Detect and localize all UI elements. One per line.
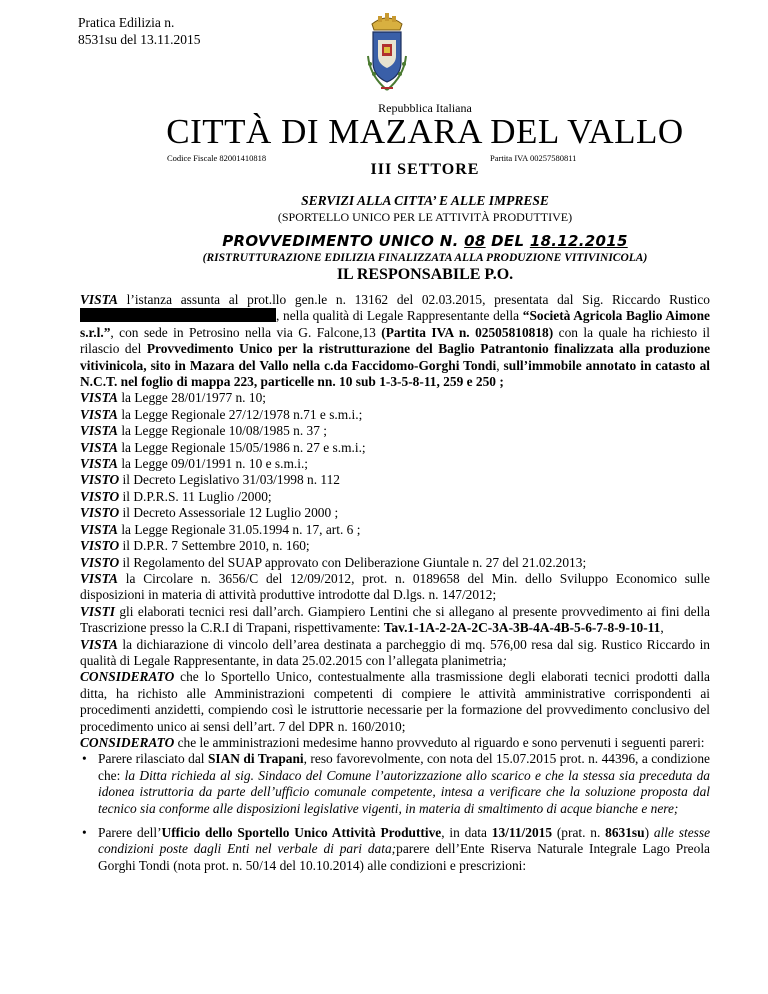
text: che le amministrazioni medesime hanno provveduto al riguardo e sono pervenuti i seguenti pareri:: [174, 734, 705, 750]
company-name: “Società Agricola Baglio Aimone s.r.l.”: [80, 308, 710, 340]
text: il D.P.R.S. 11 Luglio /2000;: [119, 488, 272, 504]
text: la Legge Regionale 15/05/1986 n. 27 e s.m.i.;: [117, 439, 366, 455]
legal-reference: [80, 472, 710, 488]
pratica-line-1: Pratica Edilizia n.: [78, 15, 175, 30]
tavole-list: Tav.1-1A-2-2A-2C-3A-3B-4A-4B-5-6-7-8-9-10-11: [383, 620, 661, 636]
text: il D.P.R. 7 Settembre 2010, n. 160;: [119, 538, 310, 554]
text: , con sede in Petrosino nella via G. Falcone,13: [110, 324, 382, 340]
text: la Legge 28/01/1977 n. 10;: [117, 390, 266, 406]
legal-reference: [80, 538, 710, 554]
list-item: [80, 825, 710, 874]
keyword: VISTA: [80, 439, 118, 455]
text: , in data: [441, 825, 492, 840]
keyword: VISTI: [80, 603, 115, 619]
keyword: CONSIDERATO: [80, 669, 175, 685]
text: (prat. n.: [552, 825, 606, 840]
redacted-name: [80, 308, 276, 322]
text: , reso favorevolmente, con nota del 15.07.2015 prot. n. 44396, a condizione che:: [98, 751, 710, 783]
pratica-number: 8631su: [605, 825, 645, 840]
text: il Regolamento del SUAP approvato con Deliberazione Giuntale n. 27 del 21.02.2013;: [119, 554, 587, 570]
keyword: VISTA: [80, 390, 118, 406]
catasto-reference: sull’immobile annotato in catasto al N.C.T. nel foglio di mappa 223, particelle nn. 10 sub 1-3-5-8-11, 259 e 250 ;: [80, 357, 711, 390]
list-item: [80, 751, 710, 817]
document-body: [80, 292, 710, 874]
condition-text: la Ditta richieda al sig. Sindaco del Comune l’autorizzazione allo scarico e che la stessa sia preceduta da idonea istruttoria da parte dell’ufficio comunale competente, intesa a verificare che la soluzione proposta dal tecnico sia conforme alle disposizioni legislative vigenti, in materia di smaltimento di acque bianche e nere;: [98, 767, 710, 816]
text: il Decreto Assessoriale 12 Luglio 2000 ;: [119, 505, 339, 521]
date: 13/11/2015: [491, 825, 553, 840]
keyword: VISTO: [80, 505, 120, 521]
condition-text: alle stesse condizioni poste dagli Enti nel verbale di pari data;: [98, 825, 711, 857]
repubblica-italiana: Repubblica Italiana: [378, 101, 472, 115]
legal-reference: [80, 522, 710, 538]
keyword: VISTO: [80, 554, 120, 570]
city-crest-icon: [364, 10, 410, 96]
legal-reference: [80, 555, 710, 571]
provv-number: 08: [464, 232, 486, 250]
text: la Legge Regionale 27/12/1978 n.71 e s.m.i.;: [117, 406, 363, 422]
keyword: VISTA: [80, 521, 118, 537]
legal-reference: [80, 505, 710, 521]
considerato-paragraph: [80, 669, 710, 735]
legal-reference: [80, 390, 710, 406]
keyword: VISTO: [80, 488, 120, 504]
circolare-paragraph: [80, 571, 710, 604]
legal-reference: [80, 423, 710, 439]
text: che lo Sportello Unico, contestualmente alla trasmissione degli elaborati tecnici prodotti dalla ditta, ha richisto alle Amministrazioni competenti di compiere le attività amministrative corrispondenti ai procedimenti anzidetti, compiendo così le istruttorie necessarie per la formazione del provvedimento conclusivo del procedimento unico ai sensi dell’art. 7 del DPR n. 160/2010;: [80, 669, 710, 734]
considerato-pareri-paragraph: [80, 735, 710, 751]
text: la Legge Regionale 31.05.1994 n. 17, art. 6 ;: [117, 521, 361, 537]
legal-reference: [80, 456, 710, 472]
vincolo-paragraph: [80, 637, 710, 670]
visti-paragraph: [80, 604, 710, 637]
legal-reference: [80, 489, 710, 505]
keyword: VISTA: [80, 456, 118, 472]
text: ,: [660, 620, 664, 636]
keyword: VISTA: [80, 406, 118, 422]
keyword: VISTA: [80, 292, 118, 307]
keyword: VISTO: [80, 472, 120, 488]
text: ,: [496, 357, 504, 373]
city-name: CITTÀ DI MAZARA DEL VALLO: [166, 112, 684, 151]
sportello-subtitle: (SPORTELLO UNICO PER LE ATTIVITÀ PRODUTTIVE): [277, 210, 573, 224]
legal-reference: [80, 440, 710, 456]
partita-iva-company: (Partita IVA n. 02505810818): [381, 324, 554, 340]
text: parere dell’Ente Riserva Naturale Integrale Lago Preola Gorghi Tondi (nota prot. n. 50/14 del 10.10.2014) alle condizioni e prescrizioni:: [98, 841, 710, 873]
text: l’istanza assunta al prot.llo gen.le n. 13162 del 02.03.2015, presentata dal Sig. Riccardo Rustico: [117, 292, 710, 307]
provv-mid: DEL: [485, 232, 530, 250]
text: Parere rilasciato dal: [98, 751, 208, 767]
pratica-reference: [78, 14, 201, 48]
settore-title: III SETTORE: [370, 161, 480, 178]
text: Parere dell’: [98, 825, 162, 840]
pareri-list: [80, 751, 710, 874]
text: gli elaborati tecnici resi dall’arch. Giampiero Lentini che si allegano al presente provvedimento ai fini della Trascrizione presso la C.R.I di Trapani, rispettivamente:: [80, 603, 710, 636]
responsabile-heading: IL RESPONSABILE P.O.: [336, 266, 514, 283]
text: il Decreto Legislativo 31/03/1998 n. 112: [119, 472, 340, 488]
legal-reference: [80, 407, 710, 423]
keyword: VISTO: [80, 538, 120, 554]
text: ;: [502, 652, 507, 668]
text: la Circolare n. 3656/C del 12/09/2012, prot. n. 0189658 del Min. dello Sviluppo Economico sulle disposizioni in materia di attività produttive introdotte dal D.lgs. n. 147/2012;: [80, 570, 710, 603]
keyword: CONSIDERATO: [80, 734, 175, 750]
text: con la quale ha richiesto il rilascio del: [80, 324, 710, 357]
provv-prefix: PROVVEDIMENTO UNICO N.: [222, 232, 465, 250]
ente-name: Ufficio dello Sportello Unico Attività Produttive: [161, 825, 442, 840]
vista-istanza-paragraph: [80, 292, 710, 390]
ente-name: SIAN di Trapani: [207, 751, 304, 767]
text: la dichiarazione di vincolo dell’area destinata a parcheggio di mq. 576,00 resa dal sig. Rustico Riccardo in qualità di Legale Rappresentante, in data 25.02.2015 con l’allegata planimetria: [80, 636, 710, 668]
text: la Legge 09/01/1991 n. 10 e s.m.i.;: [117, 456, 309, 472]
text: , nella qualità di Legale Rappresentante della: [276, 308, 523, 324]
provvedimento-object: Provvedimento Unico per la ristrutturazione del Baglio Patrantonio finalizzata alla produzione vitivinicola, sito in Mazara del Vallo nella c.da Faccidomo-Gorghi Tondi: [80, 341, 711, 373]
provvedimento-title: [80, 232, 768, 250]
keyword: VISTA: [80, 636, 118, 652]
provv-date: 18.12.2015: [529, 232, 628, 250]
pratica-line-2: 8531su del 13.11.2015: [78, 32, 201, 47]
keyword: VISTA: [80, 570, 118, 586]
text: ): [644, 825, 654, 840]
partita-iva: Partita IVA 00257580811: [490, 153, 577, 163]
servizi-subtitle: SERVIZI ALLA CITTA’ E ALLE IMPRESE: [301, 193, 549, 208]
list-gap: [80, 817, 710, 825]
ristrutturazione-subtitle: (RISTRUTTURAZIONE EDILIZIA FINALIZZATA ALLA PRODUZIONE VITIVINICOLA): [202, 252, 648, 264]
codice-fiscale: Codice Fiscale 82001410818: [167, 153, 267, 163]
keyword: VISTA: [80, 423, 118, 439]
text: la Legge Regionale 10/08/1985 n. 37 ;: [117, 423, 327, 439]
